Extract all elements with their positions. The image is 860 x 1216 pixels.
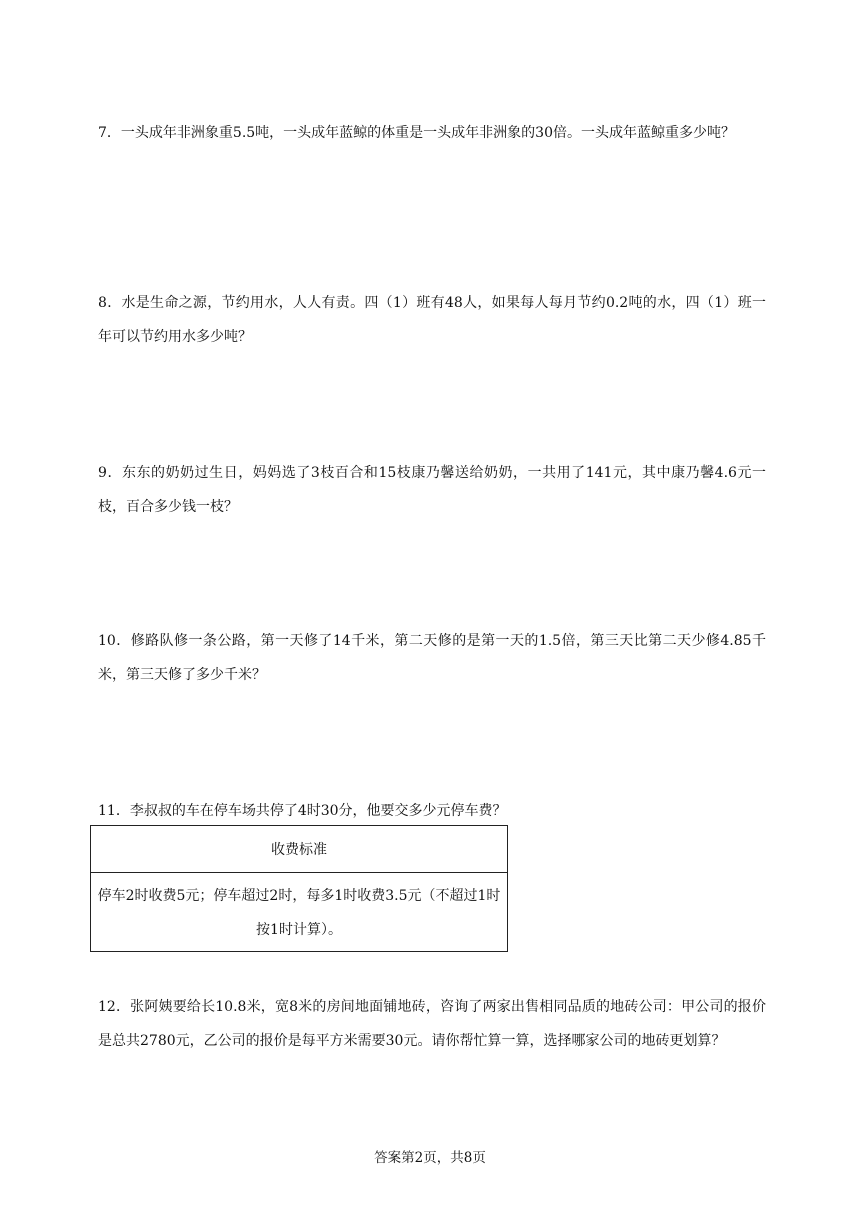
question-11: 11．李叔叔的车在停车场共停了4时30分，他要交多少元停车费？	[98, 803, 507, 819]
question-8: 8．水是生命之源，节约用水，人人有责。四（1）班有48人，如果每人每月节约0.2吨的水，四（1）班一年可以节约用水多少吨？	[98, 295, 766, 345]
question-10: 10．修路队修一条公路，第一天修了14千米，第二天修的是第一天的1.5倍，第三天比第二天少修4.85千米，第三天修了多少千米？	[98, 633, 766, 683]
fee-standard-table	[90, 825, 508, 952]
fee-table-header: 收费标准	[91, 826, 508, 873]
fee-table-body: 停车2时收费5元；停车超过2时，每多1时收费3.5元（不超过1时按1时计算）。	[91, 873, 508, 952]
question-9: 9．东东的奶奶过生日，妈妈选了3枝百合和15枝康乃馨送给奶奶，一共用了141元，其中康乃馨4.6元一枝，百合多少钱一枝？	[98, 465, 766, 515]
page-footer: 答案第2页，共8页	[374, 1150, 486, 1166]
question-12: 12．张阿姨要给长10.8米，宽8米的房间地面铺地砖，咨询了两家出售相同品质的地砖公司：甲公司的报价是总共2780元，乙公司的报价是每平方米需要30元。请你帮忙算一算，选择哪家公司的地砖更划算？	[98, 999, 766, 1049]
question-7: 7．一头成年非洲象重5.5吨，一头成年蓝鲸的体重是一头成年非洲象的30倍。一头成年蓝鲸重多少吨？	[98, 125, 735, 141]
